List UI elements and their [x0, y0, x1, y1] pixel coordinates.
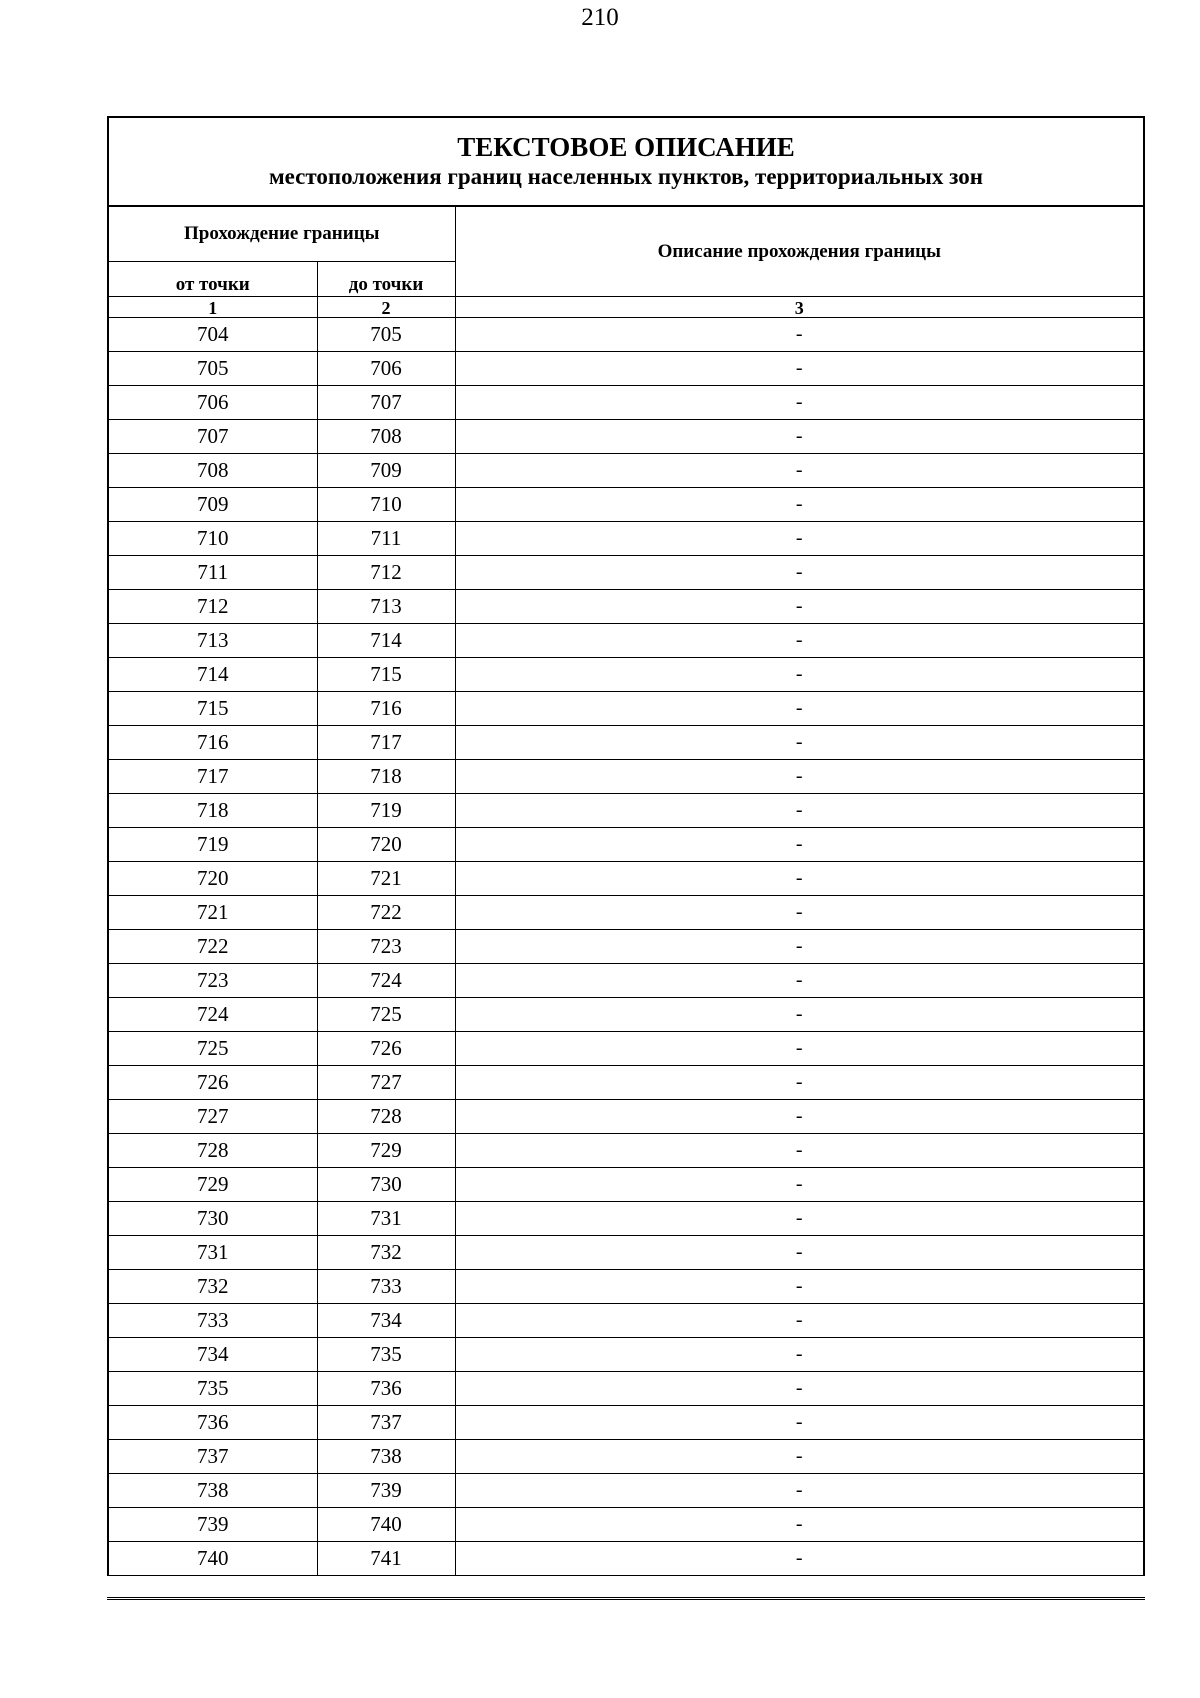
from-point-cell: 734 [109, 1338, 317, 1372]
to-point-cell: 736 [317, 1372, 455, 1406]
table-row [109, 862, 1143, 896]
to-point-cell: 717 [317, 726, 455, 760]
from-point-cell: 706 [109, 386, 317, 420]
to-point-cell: 737 [317, 1406, 455, 1440]
to-point-cell: 724 [317, 964, 455, 998]
to-point-cell: 726 [317, 1032, 455, 1066]
boundary-description-document [107, 116, 1145, 1576]
table-row [109, 488, 1143, 522]
from-point-cell: 739 [109, 1508, 317, 1542]
from-point-cell: 707 [109, 420, 317, 454]
from-point-cell: 720 [109, 862, 317, 896]
from-point-cell: 724 [109, 998, 317, 1032]
to-point-cell: 741 [317, 1542, 455, 1576]
from-point-cell: 736 [109, 1406, 317, 1440]
from-point-header: от точки [109, 262, 317, 297]
description-cell: - [455, 318, 1143, 352]
description-cell: - [455, 420, 1143, 454]
to-point-cell: 730 [317, 1168, 455, 1202]
description-cell: - [455, 1406, 1143, 1440]
title-block [109, 118, 1143, 207]
from-point-cell: 711 [109, 556, 317, 590]
table-row [109, 658, 1143, 692]
description-cell: - [455, 522, 1143, 556]
page-number: 210 [581, 4, 619, 31]
from-point-cell: 729 [109, 1168, 317, 1202]
to-point-cell: 712 [317, 556, 455, 590]
from-point-cell: 709 [109, 488, 317, 522]
from-point-cell: 715 [109, 692, 317, 726]
to-point-cell: 719 [317, 794, 455, 828]
description-cell: - [455, 1100, 1143, 1134]
description-cell: - [455, 1032, 1143, 1066]
to-point-cell: 705 [317, 318, 455, 352]
description-cell: - [455, 556, 1143, 590]
from-point-cell: 726 [109, 1066, 317, 1100]
table-row [109, 964, 1143, 998]
column-number-2: 2 [317, 297, 455, 318]
table-row [109, 590, 1143, 624]
to-point-cell: 729 [317, 1134, 455, 1168]
to-point-cell: 731 [317, 1202, 455, 1236]
table-row [109, 1236, 1143, 1270]
to-point-cell: 739 [317, 1474, 455, 1508]
to-point-cell: 720 [317, 828, 455, 862]
from-point-cell: 738 [109, 1474, 317, 1508]
table-row [109, 1440, 1143, 1474]
table-row [109, 794, 1143, 828]
to-point-cell: 721 [317, 862, 455, 896]
description-cell: - [455, 1066, 1143, 1100]
document-subtitle: местоположения границ населенных пунктов, территориальных зон [269, 164, 983, 189]
description-cell: - [455, 1168, 1143, 1202]
table-row [109, 420, 1143, 454]
description-cell: - [455, 896, 1143, 930]
to-point-cell: 711 [317, 522, 455, 556]
to-point-cell: 715 [317, 658, 455, 692]
from-point-cell: 705 [109, 352, 317, 386]
from-point-cell: 719 [109, 828, 317, 862]
description-cell: - [455, 998, 1143, 1032]
to-point-cell: 740 [317, 1508, 455, 1542]
description-cell: - [455, 862, 1143, 896]
from-point-cell: 704 [109, 318, 317, 352]
description-cell: - [455, 352, 1143, 386]
to-point-cell: 706 [317, 352, 455, 386]
to-point-cell: 733 [317, 1270, 455, 1304]
description-cell: - [455, 1202, 1143, 1236]
table-row [109, 896, 1143, 930]
from-point-cell: 727 [109, 1100, 317, 1134]
description-cell: - [455, 1236, 1143, 1270]
document-title: ТЕКСТОВОЕ ОПИСАНИЕ [457, 132, 795, 162]
description-cell: - [455, 1134, 1143, 1168]
description-cell: - [455, 794, 1143, 828]
description-cell: - [455, 726, 1143, 760]
table-row [109, 1032, 1143, 1066]
to-point-cell: 732 [317, 1236, 455, 1270]
from-point-cell: 728 [109, 1134, 317, 1168]
table-row [109, 318, 1143, 352]
description-cell: - [455, 590, 1143, 624]
from-point-cell: 717 [109, 760, 317, 794]
description-cell: - [455, 828, 1143, 862]
to-point-header: до точки [317, 262, 455, 297]
from-point-cell: 713 [109, 624, 317, 658]
to-point-cell: 718 [317, 760, 455, 794]
boundary-passage-header: Прохождение границы [109, 207, 455, 262]
table-row [109, 352, 1143, 386]
to-point-cell: 735 [317, 1338, 455, 1372]
description-cell: - [455, 930, 1143, 964]
to-point-cell: 714 [317, 624, 455, 658]
to-point-cell: 727 [317, 1066, 455, 1100]
description-cell: - [455, 1508, 1143, 1542]
table-row [109, 1100, 1143, 1134]
boundary-table [109, 207, 1143, 1576]
description-cell: - [455, 658, 1143, 692]
from-point-cell: 718 [109, 794, 317, 828]
to-point-cell: 709 [317, 454, 455, 488]
table-row [109, 726, 1143, 760]
description-header: Описание прохождения границы [455, 207, 1143, 297]
description-cell: - [455, 454, 1143, 488]
from-point-cell: 731 [109, 1236, 317, 1270]
table-row [109, 1474, 1143, 1508]
table-row [109, 828, 1143, 862]
table-row [109, 1066, 1143, 1100]
from-point-cell: 710 [109, 522, 317, 556]
description-cell: - [455, 1542, 1143, 1576]
description-cell: - [455, 1372, 1143, 1406]
table-row [109, 556, 1143, 590]
description-cell: - [455, 1270, 1143, 1304]
from-point-cell: 723 [109, 964, 317, 998]
from-point-cell: 714 [109, 658, 317, 692]
table-row [109, 1372, 1143, 1406]
description-cell: - [455, 692, 1143, 726]
from-point-cell: 735 [109, 1372, 317, 1406]
table-row [109, 1202, 1143, 1236]
description-cell: - [455, 1338, 1143, 1372]
description-cell: - [455, 1304, 1143, 1338]
from-point-cell: 721 [109, 896, 317, 930]
description-cell: - [455, 624, 1143, 658]
table-row [109, 1168, 1143, 1202]
column-number-3: 3 [455, 297, 1143, 318]
description-cell: - [455, 386, 1143, 420]
description-cell: - [455, 1440, 1143, 1474]
from-point-cell: 708 [109, 454, 317, 488]
table-row [109, 1406, 1143, 1440]
table-row [109, 760, 1143, 794]
to-point-cell: 707 [317, 386, 455, 420]
description-cell: - [455, 1474, 1143, 1508]
table-row [109, 692, 1143, 726]
table-row [109, 998, 1143, 1032]
description-cell: - [455, 760, 1143, 794]
table-row [109, 1270, 1143, 1304]
from-point-cell: 733 [109, 1304, 317, 1338]
table-row [109, 1304, 1143, 1338]
from-point-cell: 712 [109, 590, 317, 624]
to-point-cell: 725 [317, 998, 455, 1032]
table-row [109, 454, 1143, 488]
from-point-cell: 722 [109, 930, 317, 964]
from-point-cell: 737 [109, 1440, 317, 1474]
from-point-cell: 730 [109, 1202, 317, 1236]
table-body [109, 318, 1143, 1576]
description-cell: - [455, 964, 1143, 998]
to-point-cell: 710 [317, 488, 455, 522]
table-row [109, 1134, 1143, 1168]
to-point-cell: 723 [317, 930, 455, 964]
table-row [109, 522, 1143, 556]
table-row [109, 1508, 1143, 1542]
table-row [109, 386, 1143, 420]
to-point-cell: 713 [317, 590, 455, 624]
from-point-cell: 716 [109, 726, 317, 760]
to-point-cell: 728 [317, 1100, 455, 1134]
column-number-1: 1 [109, 297, 317, 318]
from-point-cell: 732 [109, 1270, 317, 1304]
table-row [109, 1542, 1143, 1576]
table-row [109, 624, 1143, 658]
from-point-cell: 725 [109, 1032, 317, 1066]
to-point-cell: 722 [317, 896, 455, 930]
to-point-cell: 716 [317, 692, 455, 726]
to-point-cell: 708 [317, 420, 455, 454]
to-point-cell: 738 [317, 1440, 455, 1474]
description-cell: - [455, 488, 1143, 522]
table-row [109, 930, 1143, 964]
to-point-cell: 734 [317, 1304, 455, 1338]
table-row [109, 1338, 1143, 1372]
from-point-cell: 740 [109, 1542, 317, 1576]
bottom-rule [107, 1597, 1145, 1600]
